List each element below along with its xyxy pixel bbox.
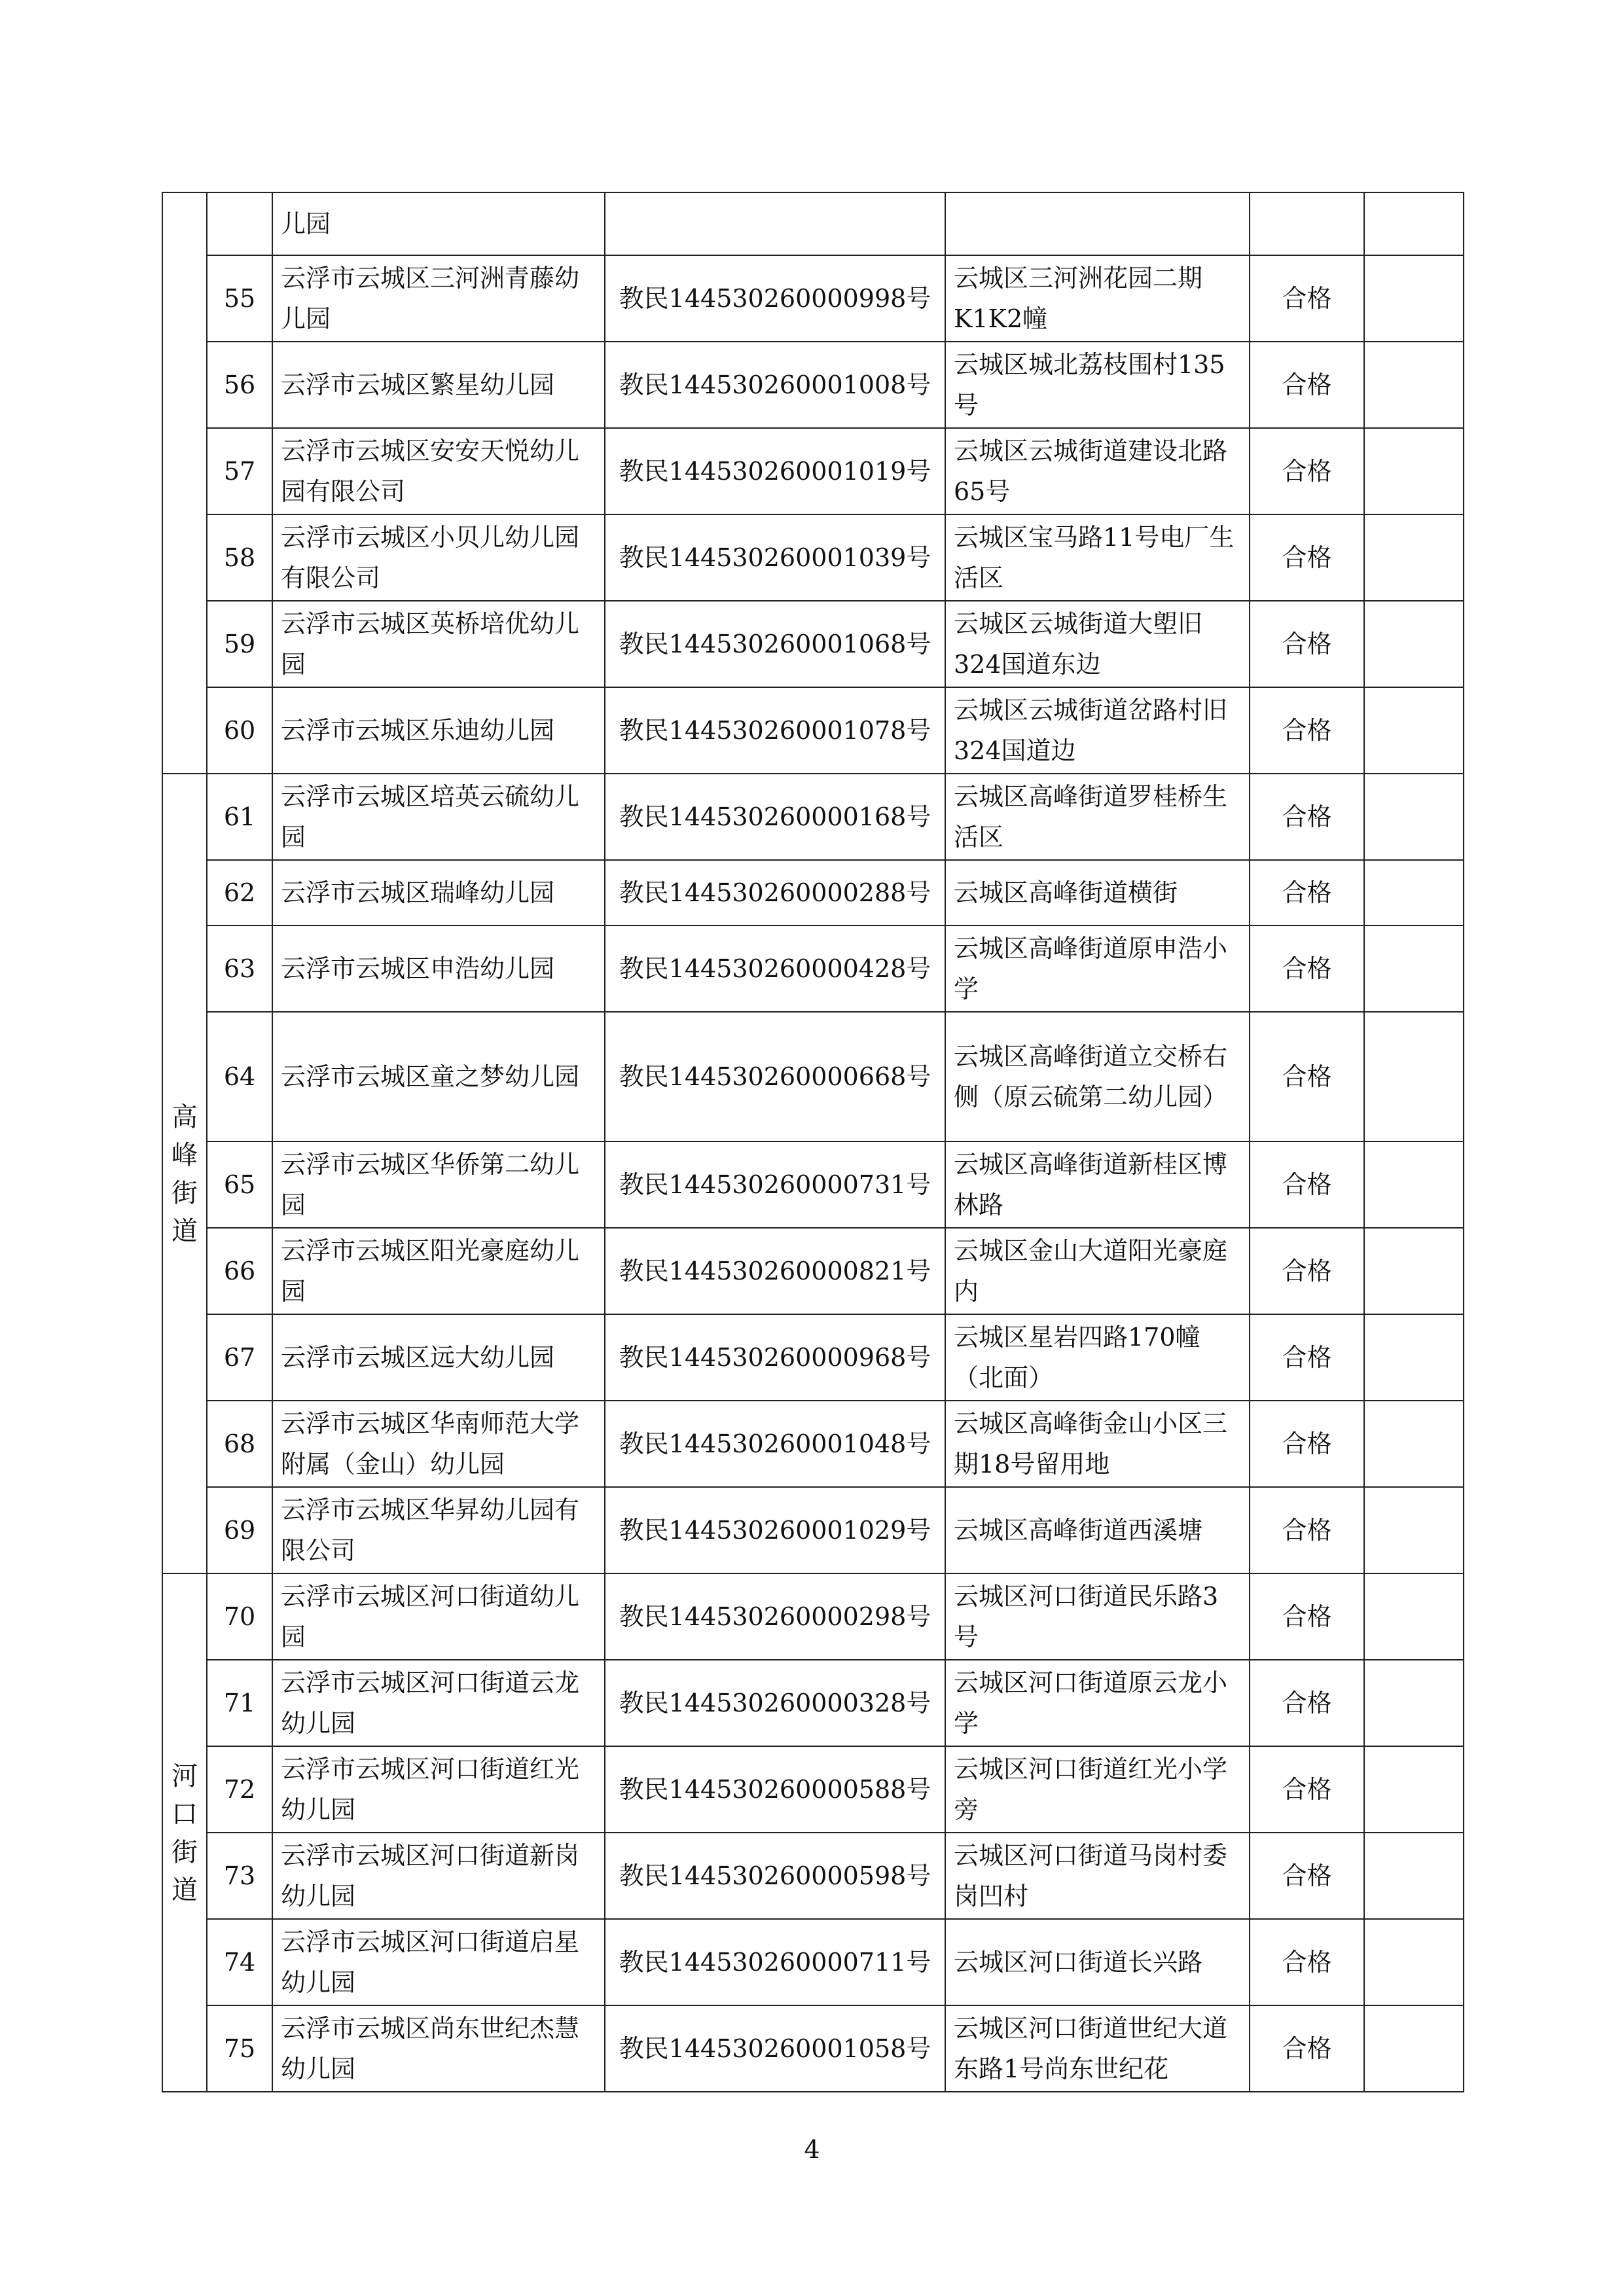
district-cell (162, 925, 207, 1012)
inspection-result: 合格 (1250, 774, 1364, 860)
inspection-result: 合格 (1250, 1012, 1364, 1141)
table-row (162, 1141, 1464, 1228)
address: 云城区高峰街道原申浩小学 (945, 925, 1250, 1012)
row-number: 65 (207, 1141, 272, 1228)
inspection-result: 合格 (1250, 2005, 1364, 2092)
kindergarten-name: 云浮市云城区培英云硫幼儿园 (272, 774, 605, 860)
license-number: 教民144530260000428号 (605, 925, 945, 1012)
row-number: 56 (207, 342, 272, 428)
inspection-result: 合格 (1250, 1833, 1364, 1919)
row-number: 73 (207, 1833, 272, 1919)
inspection-result: 合格 (1250, 514, 1364, 601)
kindergarten-name: 云浮市云城区小贝儿幼儿园有限公司 (272, 514, 605, 601)
district-cell (162, 1919, 207, 2005)
remark (1364, 342, 1464, 428)
row-number: 71 (207, 1660, 272, 1746)
kindergarten-name: 云浮市云城区三河洲青藤幼儿园 (272, 255, 605, 342)
address: 云城区高峰街道罗桂桥生活区 (945, 774, 1250, 860)
table-row (162, 1012, 1464, 1141)
row-number: 72 (207, 1746, 272, 1833)
license-number: 教民144530260000668号 (605, 1012, 945, 1141)
remark (1364, 1401, 1464, 1487)
inspection-result: 合格 (1250, 1573, 1364, 1660)
license-number: 教民144530260000731号 (605, 1141, 945, 1228)
row-number: 63 (207, 925, 272, 1012)
table-row (162, 1573, 1464, 1660)
address: 云城区高峰街道西溪塘 (945, 1487, 1250, 1573)
license-number: 教民144530260000588号 (605, 1746, 945, 1833)
address: 云城区星岩四路170幢（北面） (945, 1314, 1250, 1401)
kindergarten-name: 云浮市云城区童之梦幼儿园 (272, 1012, 605, 1141)
remark (1364, 1919, 1464, 2005)
table-row (162, 1487, 1464, 1573)
table-row (162, 342, 1464, 428)
remark (1364, 925, 1464, 1012)
row-number: 60 (207, 687, 272, 774)
remark (1364, 1228, 1464, 1314)
address: 云城区高峰街道新桂区博林路 (945, 1141, 1250, 1228)
inspection-result: 合格 (1250, 255, 1364, 342)
remark (1364, 601, 1464, 687)
license-number: 教民144530260001068号 (605, 601, 945, 687)
remark (1364, 1487, 1464, 1573)
address: 云城区河口街道世纪大道东路1号尚东世纪花 (945, 2005, 1250, 2092)
row-number: 57 (207, 428, 272, 514)
row-number: 70 (207, 1573, 272, 1660)
license-number: 教民144530260000298号 (605, 1573, 945, 1660)
district-cell (162, 514, 207, 601)
inspection-result: 合格 (1250, 1660, 1364, 1746)
license-number: 教民144530260001008号 (605, 342, 945, 428)
remark (1364, 2005, 1464, 2092)
address: 云城区高峰街道横街 (945, 860, 1250, 925)
row-number: 74 (207, 1919, 272, 2005)
remark (1364, 192, 1464, 255)
kindergarten-name: 云浮市云城区河口街道幼儿园 (272, 1573, 605, 1660)
address: 云城区城北荔枝围村135号 (945, 342, 1250, 428)
license-number: 教民144530260000968号 (605, 1314, 945, 1401)
row-number: 61 (207, 774, 272, 860)
table-row (162, 1833, 1464, 1919)
kindergarten-name: 云浮市云城区申浩幼儿园 (272, 925, 605, 1012)
address: 云城区云城街道大塱旧324国道东边 (945, 601, 1250, 687)
remark (1364, 1660, 1464, 1746)
table-row (162, 514, 1464, 601)
kindergarten-name: 云浮市云城区华侨第二幼儿园 (272, 1141, 605, 1228)
address: 云城区河口街道马岗村委岗凹村 (945, 1833, 1250, 1919)
row-number: 62 (207, 860, 272, 925)
table-row (162, 925, 1464, 1012)
inspection-result: 合格 (1250, 1314, 1364, 1401)
remark (1364, 428, 1464, 514)
row-number: 69 (207, 1487, 272, 1573)
row-number: 75 (207, 2005, 272, 2092)
table-row (162, 1314, 1464, 1401)
row-number: 66 (207, 1228, 272, 1314)
kindergarten-name: 云浮市云城区华昇幼儿园有限公司 (272, 1487, 605, 1573)
kindergarten-name: 云浮市云城区乐迪幼儿园 (272, 687, 605, 774)
district-cell (162, 2005, 207, 2092)
remark (1364, 774, 1464, 860)
table-row (162, 601, 1464, 687)
inspection-result: 合格 (1250, 1487, 1364, 1573)
row-number: 68 (207, 1401, 272, 1487)
inspection-result: 合格 (1250, 1919, 1364, 2005)
district-cell (162, 687, 207, 774)
district-cell (162, 1401, 207, 1487)
license-number: 教民144530260001029号 (605, 1487, 945, 1573)
address: 云城区高峰街道立交桥右侧（原云硫第二幼儿园） (945, 1012, 1250, 1141)
remark (1364, 255, 1464, 342)
table-row (162, 428, 1464, 514)
kindergarten-name: 云浮市云城区河口街道红光幼儿园 (272, 1746, 605, 1833)
remark (1364, 1012, 1464, 1141)
district-cell (162, 601, 207, 687)
row-number: 59 (207, 601, 272, 687)
district-cell (162, 255, 207, 342)
address: 云城区金山大道阳光豪庭内 (945, 1228, 1250, 1314)
table-row (162, 192, 1464, 255)
row-number: 58 (207, 514, 272, 601)
remark (1364, 1746, 1464, 1833)
remark (1364, 1314, 1464, 1401)
remark (1364, 860, 1464, 925)
row-number: 55 (207, 255, 272, 342)
district-cell (162, 1573, 207, 1905)
remark (1364, 514, 1464, 601)
remark (1364, 687, 1464, 774)
address: 云城区三河洲花园二期K1K2幢 (945, 255, 1250, 342)
address: 云城区河口街道民乐路3号 (945, 1573, 1250, 1660)
inspection-result (1250, 192, 1364, 255)
inspection-result: 合格 (1250, 1228, 1364, 1314)
table-row (162, 2005, 1464, 2092)
license-number: 教民144530260001048号 (605, 1401, 945, 1487)
table-row (162, 1401, 1464, 1487)
district-cell (162, 860, 207, 925)
kindergarten-name: 云浮市云城区河口街道云龙幼儿园 (272, 1660, 605, 1746)
license-number: 教民144530260000598号 (605, 1833, 945, 1919)
district-cell (162, 342, 207, 428)
district-cell (162, 428, 207, 514)
table-row (162, 1919, 1464, 2005)
inspection-result: 合格 (1250, 601, 1364, 687)
inspection-result: 合格 (1250, 1746, 1364, 1833)
page-number: 4 (804, 2135, 820, 2164)
remark (1364, 1833, 1464, 1919)
kindergarten-name: 儿园 (272, 192, 605, 255)
row-number: 64 (207, 1012, 272, 1141)
address: 云城区高峰街金山小区三期18号留用地 (945, 1401, 1250, 1487)
table-row (162, 255, 1464, 342)
license-number: 教民144530260000821号 (605, 1228, 945, 1314)
table-row (162, 1746, 1464, 1833)
inspection-result: 合格 (1250, 687, 1364, 774)
district-cell (162, 1660, 207, 1746)
kindergarten-name: 云浮市云城区安安天悦幼儿园有限公司 (272, 428, 605, 514)
address: 云城区河口街道红光小学旁 (945, 1746, 1250, 1833)
kindergarten-name: 云浮市云城区河口街道启星幼儿园 (272, 1919, 605, 2005)
kindergarten-name: 云浮市云城区尚东世纪杰慧幼儿园 (272, 2005, 605, 2092)
inspection-result: 合格 (1250, 925, 1364, 1012)
district-cell (162, 1314, 207, 1401)
table-row (162, 860, 1464, 925)
license-number: 教民144530260000711号 (605, 1919, 945, 2005)
district-cell (162, 192, 207, 255)
license-number (605, 192, 945, 255)
address (945, 192, 1250, 255)
kindergarten-inspection-table (162, 192, 1464, 2092)
table-row (162, 1228, 1464, 1314)
inspection-result: 合格 (1250, 428, 1364, 514)
license-number: 教民144530260001019号 (605, 428, 945, 514)
kindergarten-name: 云浮市云城区华南师范大学附属（金山）幼儿园 (272, 1401, 605, 1487)
kindergarten-name: 云浮市云城区河口街道新岗幼儿园 (272, 1833, 605, 1919)
license-number: 教民144530260000168号 (605, 774, 945, 860)
district-label: 高峰街道 (171, 1102, 198, 1246)
district-cell (162, 774, 207, 1246)
license-number: 教民144530260000288号 (605, 860, 945, 925)
address: 云城区云城街道建设北路65号 (945, 428, 1250, 514)
row-number: 67 (207, 1314, 272, 1401)
kindergarten-name: 云浮市云城区繁星幼儿园 (272, 342, 605, 428)
inspection-result: 合格 (1250, 342, 1364, 428)
inspection-result: 合格 (1250, 860, 1364, 925)
row-number (207, 192, 272, 255)
remark (1364, 1141, 1464, 1228)
table-row (162, 687, 1464, 774)
address: 云城区云城街道岔路村旧324国道边 (945, 687, 1250, 774)
address: 云城区宝马路11号电厂生活区 (945, 514, 1250, 601)
license-number: 教民144530260000328号 (605, 1660, 945, 1746)
license-number: 教民144530260001078号 (605, 687, 945, 774)
license-number: 教民144530260001039号 (605, 514, 945, 601)
remark (1364, 1573, 1464, 1660)
district-label: 河口街道 (171, 1761, 198, 1905)
address: 云城区河口街道长兴路 (945, 1919, 1250, 2005)
inspection-result: 合格 (1250, 1141, 1364, 1228)
kindergarten-name: 云浮市云城区英桥培优幼儿园 (272, 601, 605, 687)
license-number: 教民144530260000998号 (605, 255, 945, 342)
table-row (162, 1660, 1464, 1746)
address: 云城区河口街道原云龙小学 (945, 1660, 1250, 1746)
kindergarten-name: 云浮市云城区瑞峰幼儿园 (272, 860, 605, 925)
inspection-result: 合格 (1250, 1401, 1364, 1487)
table-row (162, 774, 1464, 860)
license-number: 教民144530260001058号 (605, 2005, 945, 2092)
kindergarten-name: 云浮市云城区远大幼儿园 (272, 1314, 605, 1401)
kindergarten-name: 云浮市云城区阳光豪庭幼儿园 (272, 1228, 605, 1314)
district-cell (162, 1487, 207, 1573)
